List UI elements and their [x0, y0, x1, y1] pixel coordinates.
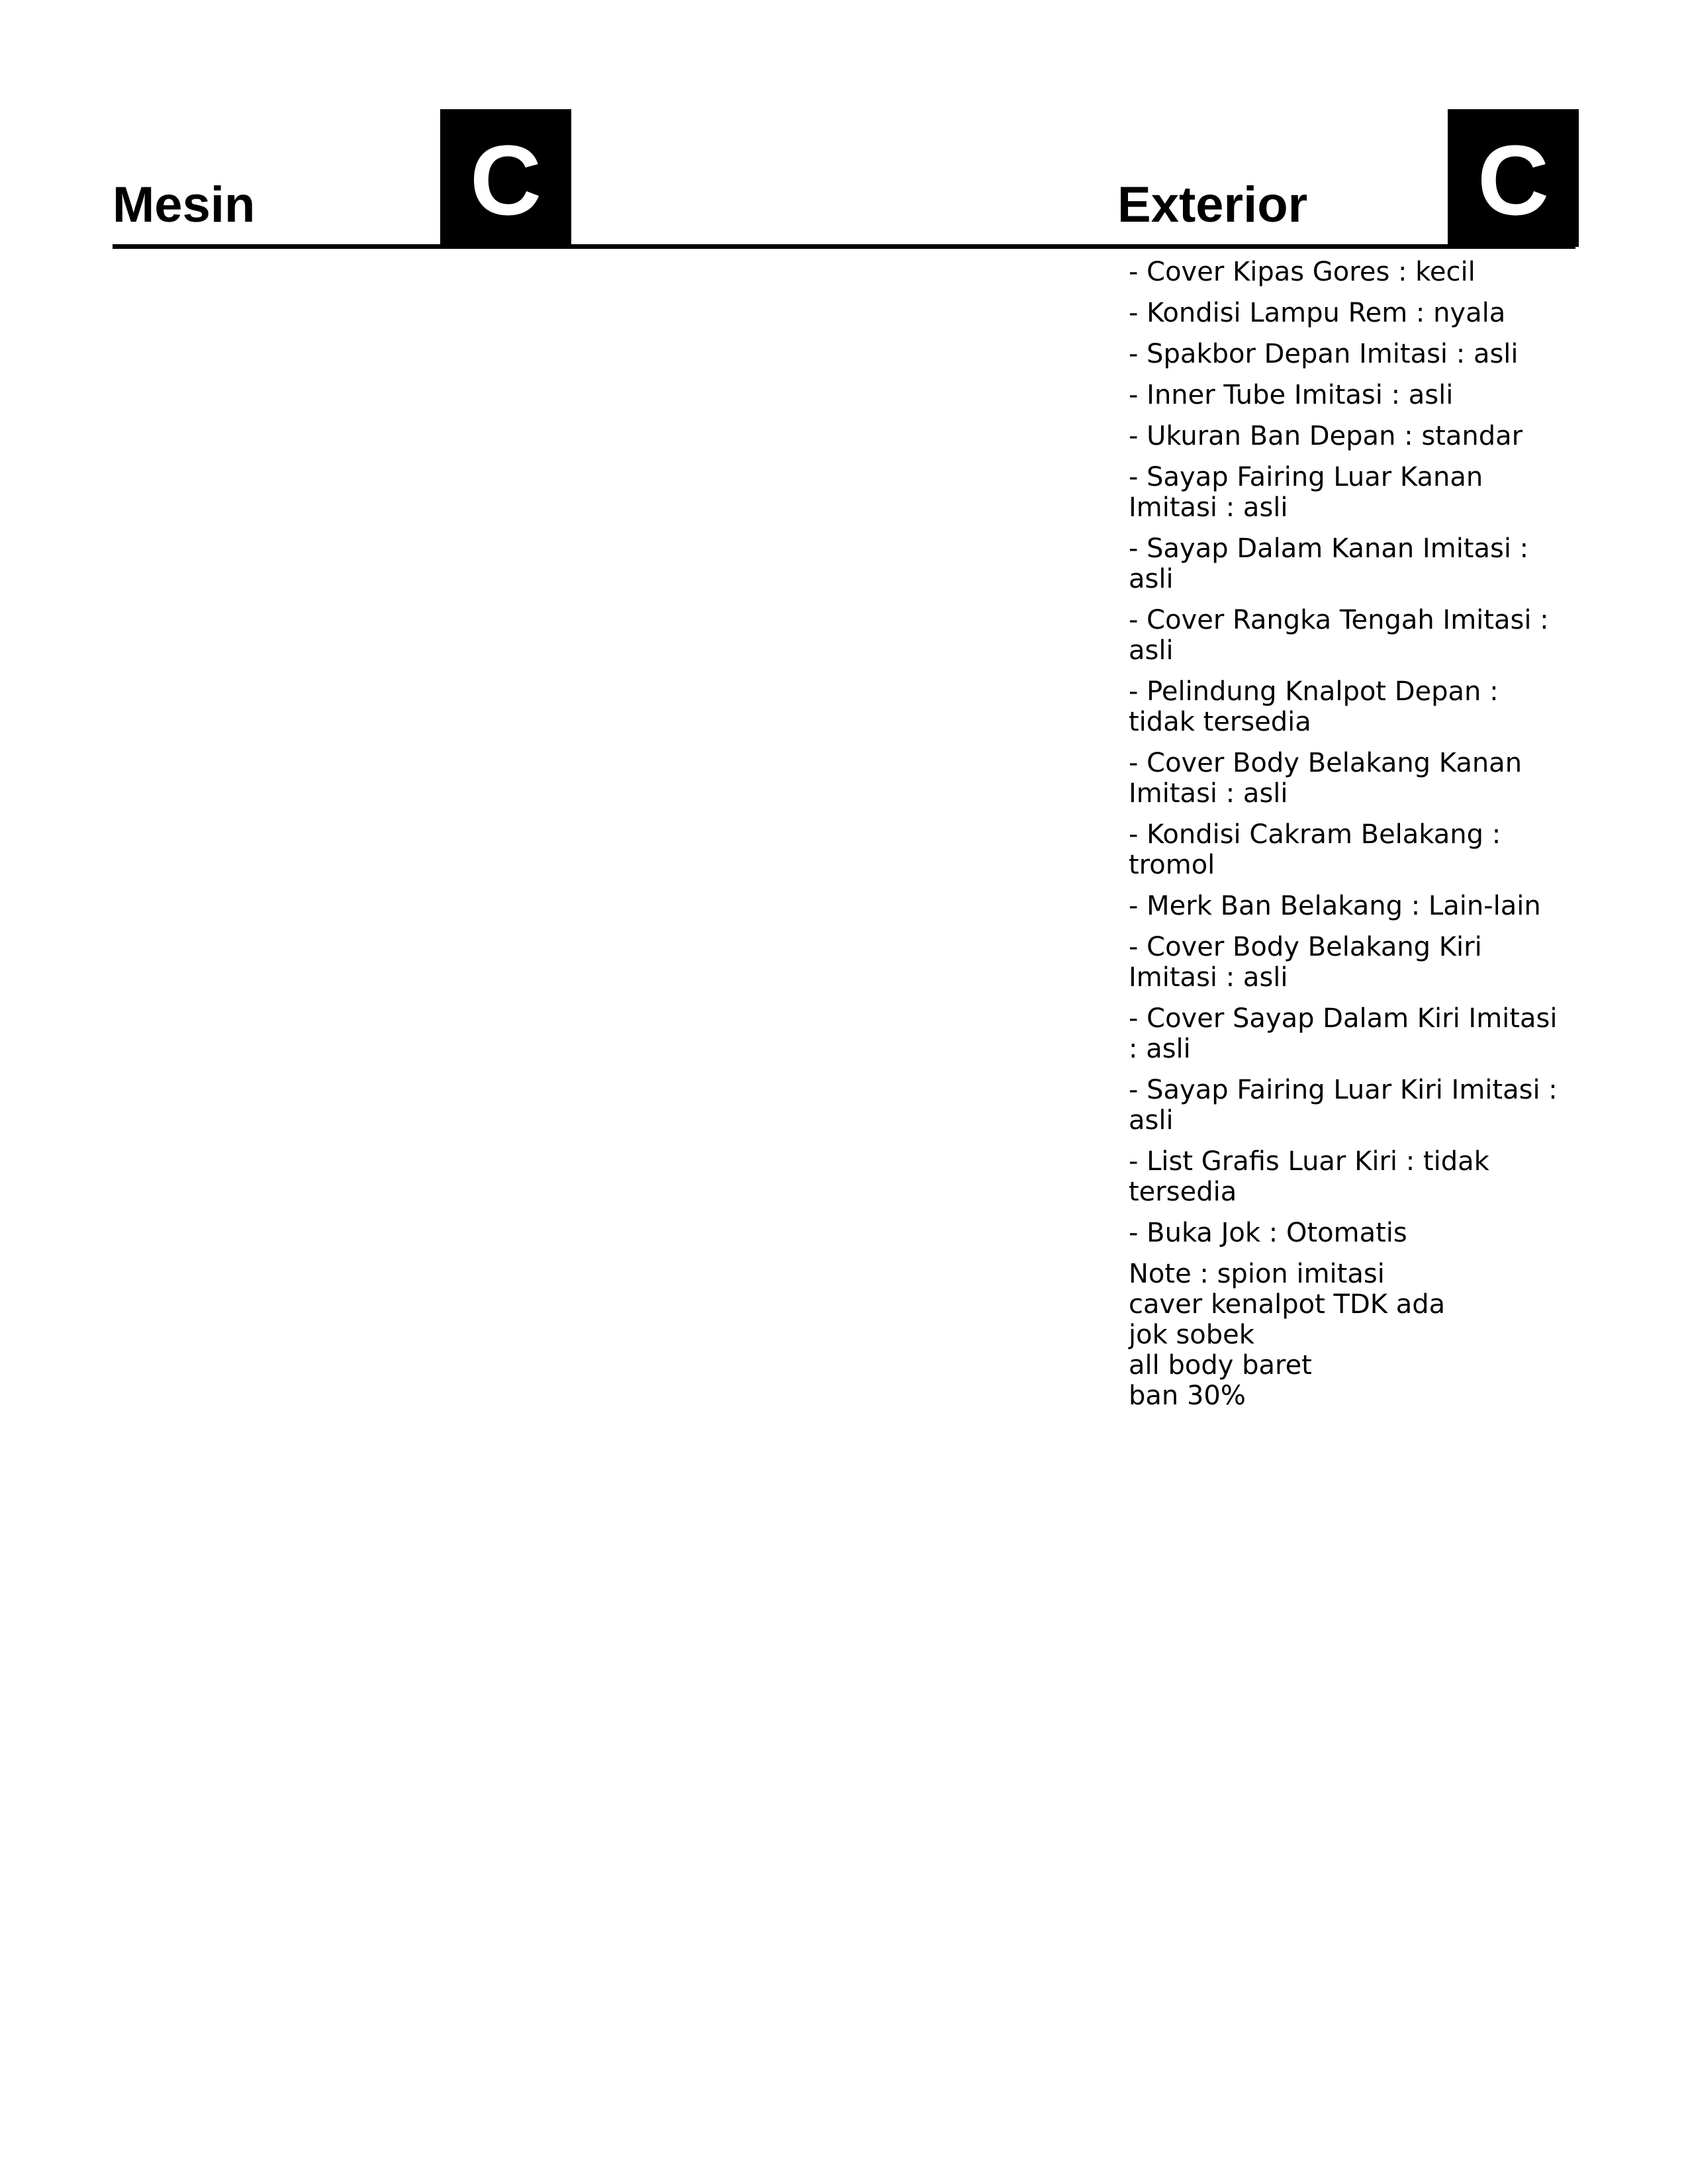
list-item: - Spakbor Depan Imitasi : asli: [1129, 339, 1519, 369]
note-line: jok sobek: [1129, 1320, 1254, 1350]
list-item: - Cover Body Belakang Kanan Imitasi : asli: [1129, 748, 1523, 809]
header-divider: [113, 244, 1575, 249]
exterior-item-list: [1129, 257, 1566, 1259]
mesin-heading: Mesin: [113, 177, 256, 233]
exterior-grade-badge: [1448, 109, 1579, 247]
list-item: - List Grafis Luar Kiri : tidak tersedia: [1129, 1146, 1489, 1207]
list-item: - Buka Jok : Otomatis: [1129, 1218, 1407, 1248]
list-item: - Sayap Dalam Kanan Imitasi : asli: [1129, 533, 1529, 594]
mesin-grade-badge: [440, 109, 571, 247]
list-item: - Sayap Fairing Luar Kiri Imitasi : asli: [1129, 1075, 1558, 1136]
exterior-note: [1129, 1259, 1566, 1411]
list-item: - Kondisi Cakram Belakang : tromol: [1129, 819, 1501, 880]
note-line: ban 30%: [1129, 1381, 1246, 1411]
note-line: all body baret: [1129, 1350, 1312, 1381]
list-item: - Kondisi Lampu Rem : nyala: [1129, 298, 1506, 328]
list-item: - Pelindung Knalpot Depan : tidak tersedia: [1129, 676, 1499, 737]
exterior-heading: Exterior: [1117, 177, 1308, 233]
exterior-grade-letter: C: [1477, 124, 1550, 236]
list-item: - Inner Tube Imitasi : asli: [1129, 380, 1454, 410]
note-line: caver kenalpot TDK ada: [1129, 1289, 1446, 1320]
list-item: - Cover Body Belakang Kiri Imitasi : asli: [1129, 932, 1482, 993]
list-item: - Sayap Fairing Luar Kanan Imitasi : asli: [1129, 462, 1483, 523]
list-item: - Ukuran Ban Depan : standar: [1129, 421, 1523, 451]
list-item: - Cover Sayap Dalam Kiri Imitasi : asli: [1129, 1003, 1558, 1064]
mesin-grade-letter: C: [469, 124, 542, 236]
note-line: Note : spion imitasi: [1129, 1259, 1385, 1289]
list-item: - Cover Rangka Tengah Imitasi : asli: [1129, 605, 1549, 666]
list-item: - Cover Kipas Gores : kecil: [1129, 257, 1476, 287]
list-item: - Merk Ban Belakang : Lain-lain: [1129, 891, 1541, 921]
